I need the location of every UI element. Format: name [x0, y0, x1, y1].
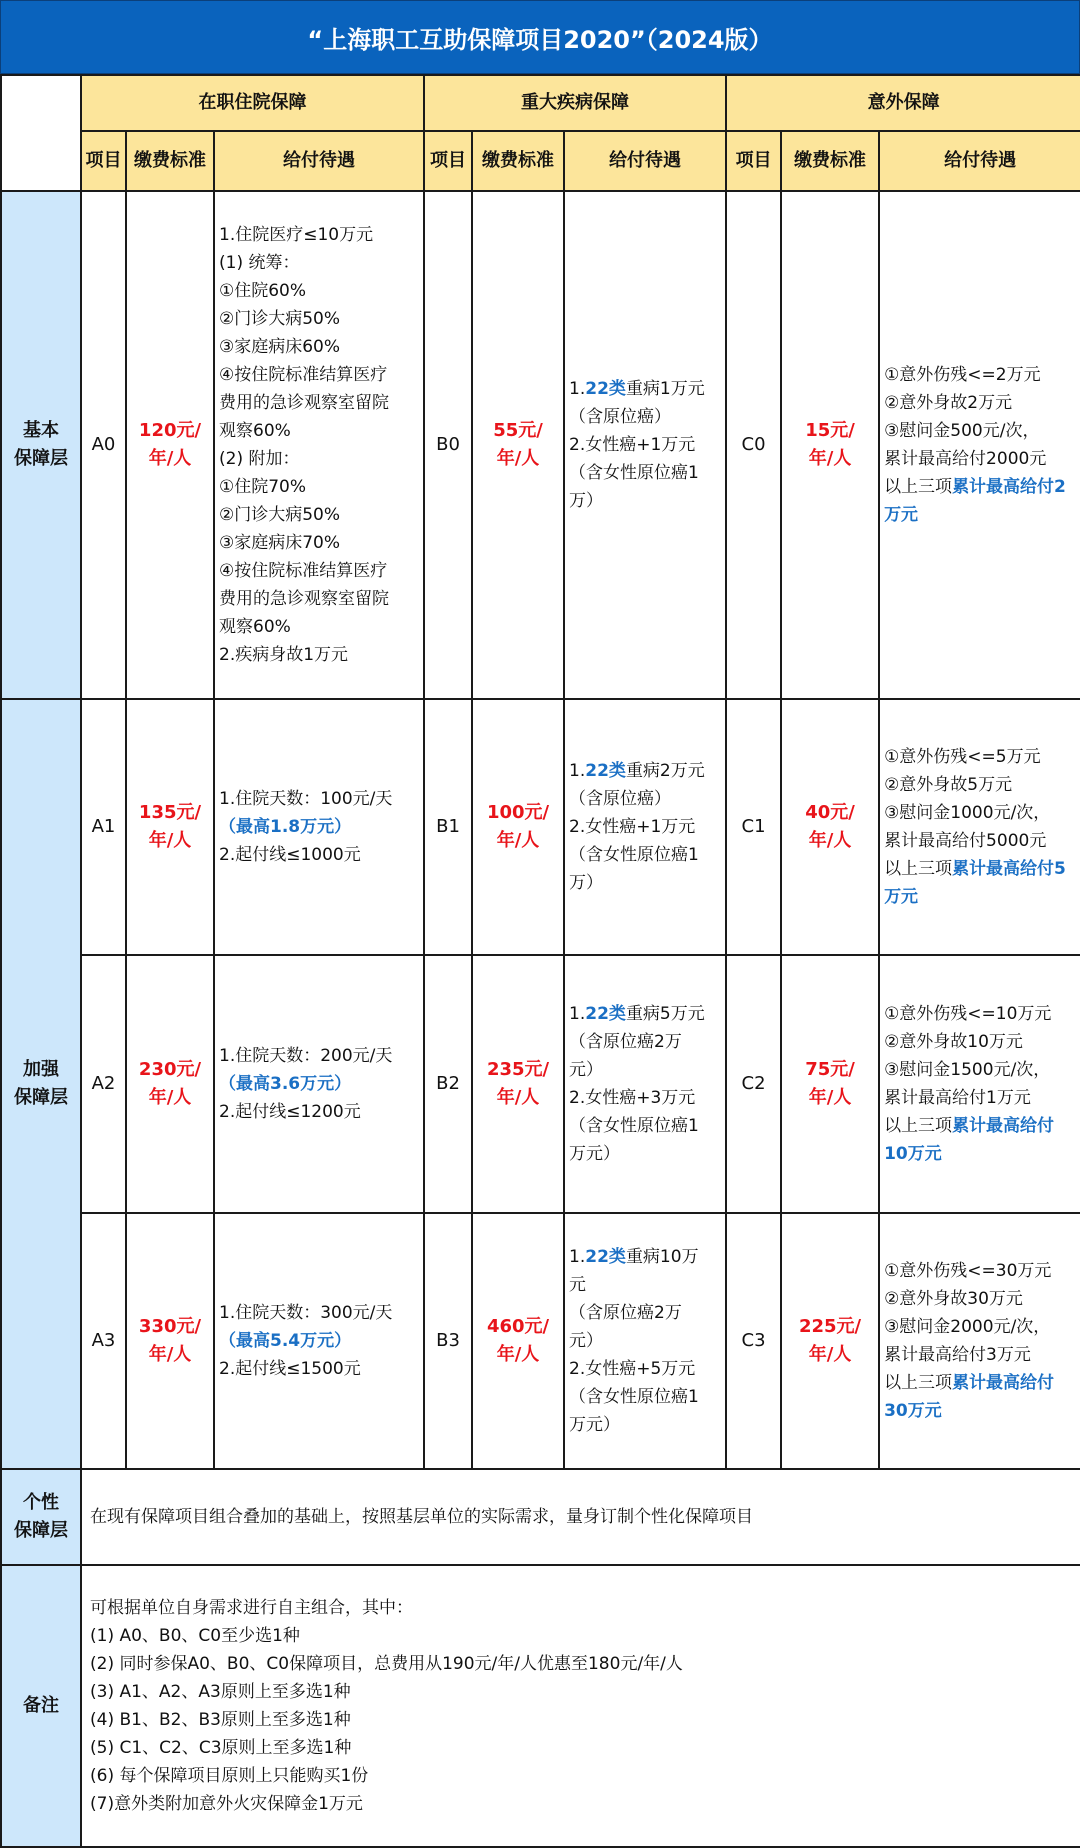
- item-code: B1: [424, 699, 472, 955]
- col-benefit: 给付待遇: [564, 131, 726, 191]
- layer-enhanced: 加强 保障层: [1, 699, 81, 1469]
- fee-value: 15元/ 年/人: [781, 191, 879, 699]
- note-item: (7)意外类附加意外火灾保障金1万元: [90, 1794, 363, 1814]
- note-item: (1) A0、B0、C0至少选1种: [90, 1626, 300, 1646]
- benefit-c3: ①意外伤残<=30万元 ②意外身故30万元 ③慰问金2000元/次， 累计最高给付3万元 以上三项累计最高给付30万元: [879, 1213, 1080, 1469]
- item-code: A1: [81, 699, 126, 955]
- fee-value: 120元/ 年/人: [126, 191, 214, 699]
- note-item: (6) 每个保障项目原则上只能购买1份: [90, 1766, 369, 1786]
- note-item: 可根据单位自身需求进行自主组合，其中：: [90, 1598, 413, 1618]
- fee-value: 100元/ 年/人: [472, 699, 564, 955]
- item-code: C0: [726, 191, 781, 699]
- fee-value: 40元/ 年/人: [781, 699, 879, 955]
- col-fee: 缴费标准: [781, 131, 879, 191]
- item-code: B0: [424, 191, 472, 699]
- notes-list: [81, 1565, 1080, 1847]
- note-item: (5) C1、C2、C3原则上至多选1种: [90, 1738, 352, 1758]
- benefit-c1: ①意外伤残<=5万元 ②意外身故5万元 ③慰问金1000元/次， 累计最高给付5000元 以上三项累计最高给付5万元: [879, 699, 1080, 955]
- benefit-c2: ①意外伤残<=10万元 ②意外身故10万元 ③慰问金1500元/次， 累计最高给付1万元 以上三项累计最高给付10万元: [879, 955, 1080, 1213]
- layer-notes: 备注: [1, 1565, 81, 1847]
- section-accident: 意外保障: [726, 75, 1080, 131]
- fee-value: 135元/ 年/人: [126, 699, 214, 955]
- fee-value: 235元/ 年/人: [472, 955, 564, 1213]
- item-code: C1: [726, 699, 781, 955]
- note-item: (2) 同时参保A0、B0、C0保障项目，总费用从190元/年/人优惠至180元/年/人: [90, 1654, 683, 1674]
- benefit-b0: 1.22类重病1万元 （含原位癌） 2.女性癌+1万元 （含女性原位癌1 万）: [564, 191, 726, 699]
- benefit-a2: 1.住院天数：200元/天 （最高3.6万元） 2.起付线≤1200元: [214, 955, 424, 1213]
- col-fee: 缴费标准: [126, 131, 214, 191]
- benefit-b3: 1.22类重病10万 元 （含原位癌2万 元） 2.女性癌+5万元 （含女性原位癌1 万元）: [564, 1213, 726, 1469]
- fee-value: 330元/ 年/人: [126, 1213, 214, 1469]
- col-fee: 缴费标准: [472, 131, 564, 191]
- item-code: C3: [726, 1213, 781, 1469]
- layer-basic: 基本 保障层: [1, 191, 81, 699]
- benefit-a0: 1.住院医疗≤10万元 (1) 统筹： ①住院60% ②门诊大病50% ③家庭病床60% ④按住院标准结算医疗 费用的急诊观察室留院 观察60% (2) 附加： ①住院70% ②门诊大病50% ③家庭病床70% ④按住院标准结算医疗 费用的急诊观察室留院 观察60% 2.疾病身故1万元: [214, 191, 424, 699]
- fee-value: 460元/ 年/人: [472, 1213, 564, 1469]
- section-hospital: 在职住院保障: [81, 75, 424, 131]
- item-code: A2: [81, 955, 126, 1213]
- item-code: B2: [424, 955, 472, 1213]
- item-code: C2: [726, 955, 781, 1213]
- col-item: 项目: [81, 131, 126, 191]
- note-item: (3) A1、A2、A3原则上至多选1种: [90, 1682, 351, 1702]
- fee-value: 75元/ 年/人: [781, 955, 879, 1213]
- fee-value: 225元/ 年/人: [781, 1213, 879, 1469]
- benefit-b2: 1.22类重病5万元 （含原位癌2万 元） 2.女性癌+3万元 （含女性原位癌1 万元）: [564, 955, 726, 1213]
- benefit-a3: 1.住院天数：300元/天 （最高5.4万元） 2.起付线≤1500元: [214, 1213, 424, 1469]
- col-benefit: 给付待遇: [879, 131, 1080, 191]
- section-critical-illness: 重大疾病保障: [424, 75, 726, 131]
- corner-cell: [1, 75, 81, 191]
- benefit-b1: 1.22类重病2万元 （含原位癌） 2.女性癌+1万元 （含女性原位癌1 万）: [564, 699, 726, 955]
- benefit-c0: ①意外伤残<=2万元 ②意外身故2万元 ③慰问金500元/次， 累计最高给付2000元 以上三项累计最高给付2万元: [879, 191, 1080, 699]
- item-code: A3: [81, 1213, 126, 1469]
- col-benefit: 给付待遇: [214, 131, 424, 191]
- custom-text: 在现有保障项目组合叠加的基础上，按照基层单位的实际需求，量身订制个性化保障项目: [81, 1469, 1080, 1565]
- benefit-table: [0, 74, 1080, 1848]
- col-item: 项目: [726, 131, 781, 191]
- fee-value: 55元/ 年/人: [472, 191, 564, 699]
- note-item: (4) B1、B2、B3原则上至多选1种: [90, 1710, 351, 1730]
- layer-custom: 个性 保障层: [1, 1469, 81, 1565]
- item-code: A0: [81, 191, 126, 699]
- benefit-a1: 1.住院天数：100元/天 （最高1.8万元） 2.起付线≤1000元: [214, 699, 424, 955]
- col-item: 项目: [424, 131, 472, 191]
- page-title: “上海职工互助保障项目2020”（2024版）: [0, 0, 1080, 74]
- fee-value: 230元/ 年/人: [126, 955, 214, 1213]
- item-code: B3: [424, 1213, 472, 1469]
